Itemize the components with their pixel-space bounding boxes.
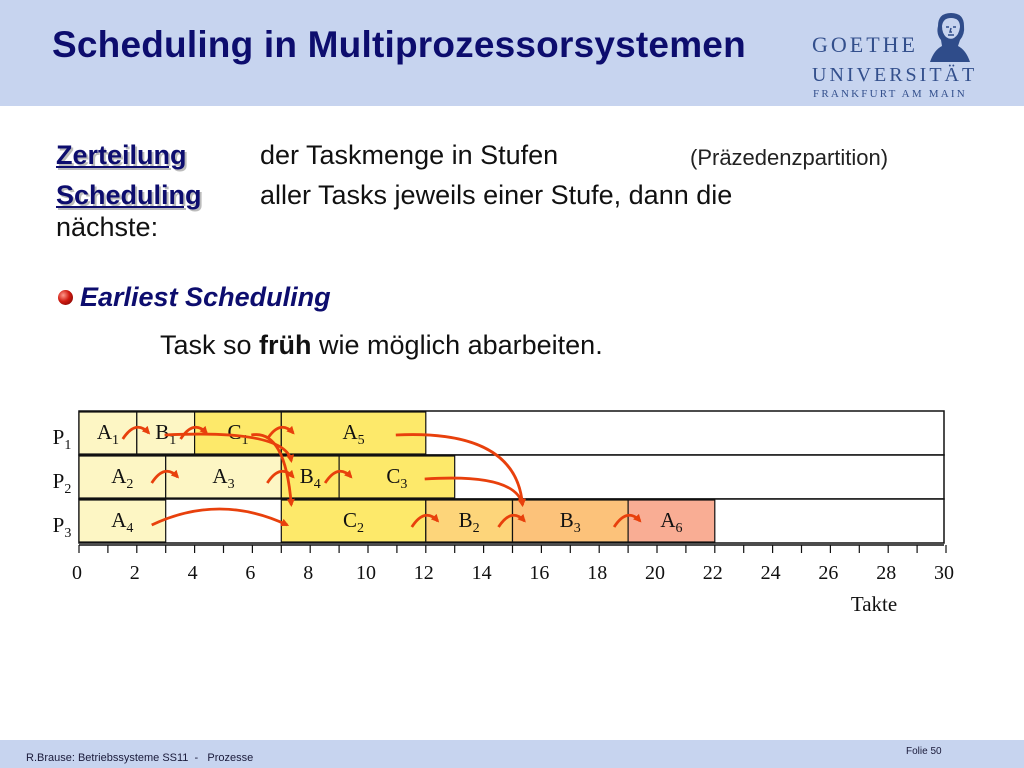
bullet-text-bold: früh (259, 330, 312, 360)
processor-label: $P_3$ (52, 513, 72, 541)
task-label: $B_1$ (155, 420, 177, 448)
x-tick-label: 14 (471, 562, 492, 584)
x-tick-label: 4 (187, 562, 198, 584)
x-tick-label: 16 (529, 562, 550, 584)
task-label: $A_3$ (212, 464, 235, 492)
logo-goethe-text: GOETHE (812, 32, 918, 57)
task-label: $A_4$ (111, 508, 134, 536)
intro-line-2-text: aller Tasks jeweils einer Stufe, dann die (260, 180, 733, 210)
x-tick-label: 2 (129, 562, 140, 584)
intro-line-1-paren: (Präzedenzpartition) (690, 145, 889, 170)
processor-label: $P_2$ (52, 469, 72, 497)
bullet-heading: Earliest Scheduling (80, 282, 331, 312)
x-tick-label: 12 (413, 562, 434, 584)
bullet-text-after: wie möglich abarbeiten. (311, 330, 603, 360)
keyword-scheduling: Scheduling (56, 180, 202, 210)
keyword-zerteilung: Zerteilung (56, 140, 187, 170)
x-tick-label: 26 (818, 562, 839, 584)
x-tick-label: 18 (587, 562, 608, 584)
page-title: Scheduling in Multiprozessorsystemen (52, 24, 746, 65)
x-tick-label: 24 (760, 562, 781, 584)
task-label: $A_6$ (660, 508, 683, 536)
task-label: $C_3$ (386, 464, 408, 492)
task-label: $C_2$ (343, 508, 365, 536)
logo-university-text: UNIVERSITÄT (812, 64, 978, 86)
x-tick-label: 8 (303, 562, 314, 584)
x-tick-label: 30 (934, 562, 954, 584)
task-label: $B_3$ (559, 508, 581, 536)
x-tick-label: 20 (645, 562, 665, 584)
x-tick-label: 10 (356, 562, 376, 584)
footer-source: R.Brause: Betriebssysteme SS11 - Prozesse (26, 752, 254, 764)
bullet-text-before: Task so (160, 330, 260, 360)
task-label: $A_1$ (96, 420, 119, 448)
x-axis-label: Takte (850, 592, 898, 616)
task-label: $A_2$ (111, 464, 134, 492)
x-tick-label: 6 (245, 562, 256, 584)
intro-line-1-text: der Taskmenge in Stufen (260, 140, 559, 170)
x-tick-label: 28 (876, 562, 897, 584)
task-label: $B_4$ (299, 464, 321, 492)
task-label: $C_1$ (227, 420, 249, 448)
task-label: $B_2$ (458, 508, 480, 536)
x-tick-label: 22 (702, 562, 723, 584)
processor-label: $P_1$ (52, 425, 72, 453)
x-tick-label: 0 (72, 562, 82, 584)
footer-slide-number: Folie 50 (906, 746, 942, 757)
logo-city-text: FRANKFURT AM MAIN (813, 88, 967, 100)
task-label: $A_5$ (342, 420, 365, 448)
intro-line-3-text: nächste: (56, 212, 159, 242)
